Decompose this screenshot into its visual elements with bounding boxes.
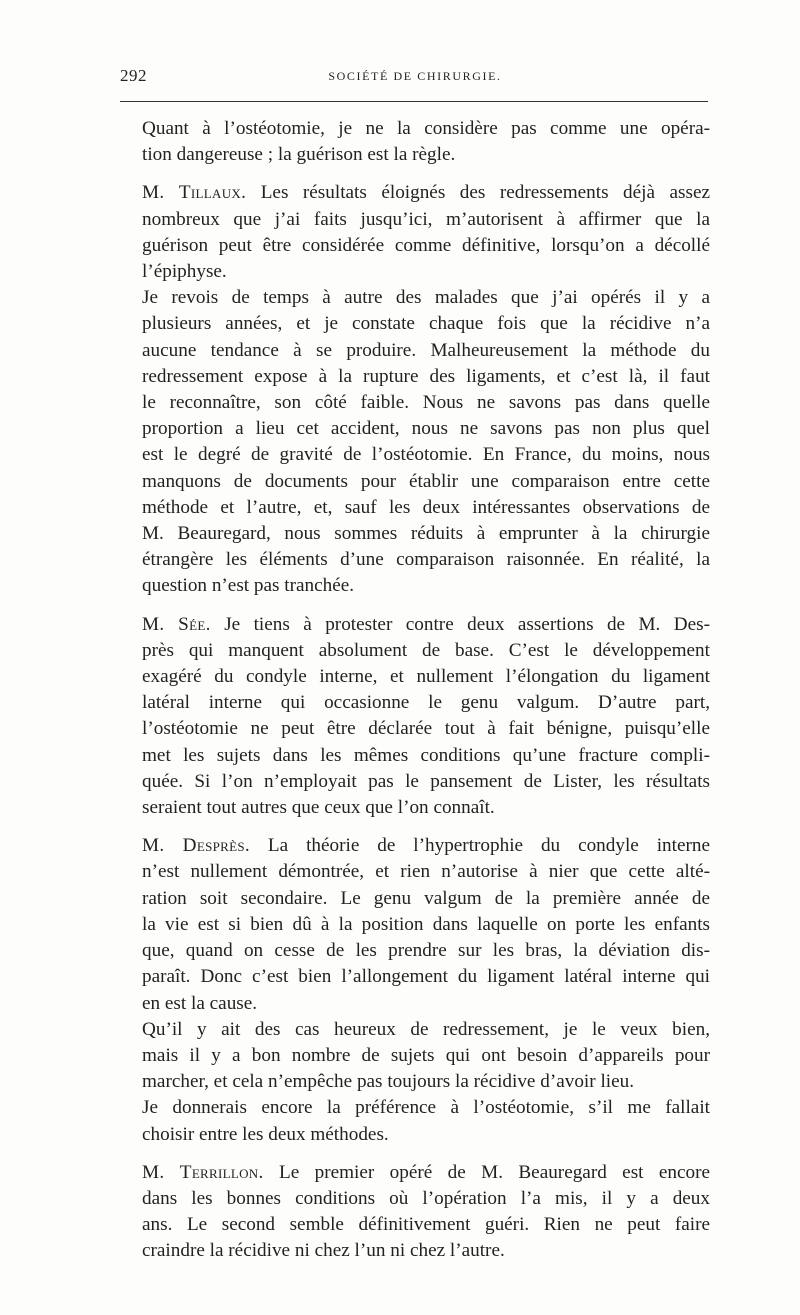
text-line: n’est nullement démontrée, et rien n’autorise à nier que cette alté- xyxy=(142,861,710,883)
speaker-name: M. Terrillon. xyxy=(142,1161,264,1183)
text-line xyxy=(120,180,710,206)
text-line-content: Le premier opéré de M. Beauregard est encore xyxy=(278,1161,711,1183)
text-line: latéral interne qui occasionne le genu valgum. D’autre part, xyxy=(142,692,710,714)
body-text xyxy=(120,116,710,1265)
text-line xyxy=(120,1160,710,1186)
text-line: proportion a lieu cet accident, nous ne savons pas non plus quel xyxy=(142,418,710,440)
paragraph xyxy=(120,1095,710,1147)
text-line: ration soit secondaire. Le genu valgum de la première année de xyxy=(142,887,710,909)
paragraph xyxy=(120,1017,710,1096)
speaker-name: M. Tillaux. xyxy=(142,182,247,204)
paragraph xyxy=(120,1160,710,1265)
speaker-name: M. Desprès. xyxy=(142,835,250,857)
text-line: aucune tendance à se produire. Malheureusement la méthode du xyxy=(142,339,710,361)
text-line: ans. Le second semble définitivement guéri. Rien ne peut faire xyxy=(142,1214,710,1236)
text-line: met les sujets dans les mêmes conditions qu’une fracture compli- xyxy=(142,744,710,766)
text-line: Qu’il y ait des cas heureux de redressement, je le veux bien, xyxy=(142,1018,710,1040)
page-number: 292 xyxy=(120,66,147,85)
text-line: le reconnaître, son côté faible. Nous ne savons pas dans quelle xyxy=(142,392,710,414)
text-line: en est la cause. xyxy=(142,992,258,1014)
text-line: craindre la récidive ni chez l’un ni chez l’autre. xyxy=(142,1240,505,1262)
header-rule xyxy=(120,101,708,102)
text-line: question n’est pas tranchée. xyxy=(142,575,355,597)
text-line-content: La théorie de l’hypertrophie du condyle interne xyxy=(267,835,710,857)
paragraph xyxy=(120,116,710,168)
text-line: marcher, et cela n’empêche pas toujours la récidive d’avoir lieu. xyxy=(142,1071,635,1093)
text-line xyxy=(120,833,710,859)
text-line: choisir entre les deux méthodes. xyxy=(142,1123,389,1145)
text-line: mais il y a bon nombre de sujets qui ont besoin d’appareils pour xyxy=(142,1044,710,1066)
text-line: quée. Si l’on n’employait pas le pansement de Lister, les résultats xyxy=(142,770,710,792)
text-line: exagéré du condyle interne, et nullement l’élongation du ligament xyxy=(142,666,710,688)
text-line: Je donnerais encore la préférence à l’ostéotomie, s’il me fallait xyxy=(142,1097,710,1119)
text-line: plusieurs années, et je constate chaque fois que la récidive n’a xyxy=(142,313,710,335)
text-line: manquons de documents pour établir une comparaison entre cette xyxy=(142,470,710,492)
speaker-name: M. Sée. xyxy=(142,613,211,635)
text-line: que, quand on cesse de les prendre sur les bras, la déviation dis- xyxy=(142,940,710,962)
text-line: dans les bonnes conditions où l’opération l’a mis, il y a deux xyxy=(142,1187,710,1209)
text-line: Je revois de temps à autre des malades que j’ai opérés il y a xyxy=(142,287,710,309)
paragraph xyxy=(120,612,710,822)
text-line: méthode et l’autre, et, sauf les deux intéressantes observations de xyxy=(142,496,710,518)
paragraph xyxy=(120,285,710,599)
text-line: paraît. Donc c’est bien l’allongement du ligament latéral interne qui xyxy=(142,966,710,988)
paragraph xyxy=(120,833,710,1016)
text-line: Quant à l’ostéotomie, je ne la considère pas comme une opéra- xyxy=(142,118,710,139)
text-line: nombreux que j’ai faits jusqu’ici, m’autorisent à affirmer que la xyxy=(142,208,710,230)
text-line: près qui manquent absolument de base. C’est le développement xyxy=(142,639,710,661)
text-line-content: Je tiens à protester contre deux assertions de M. Des- xyxy=(224,613,711,635)
paragraph xyxy=(120,180,710,285)
text-line: guérison peut être considérée comme définitive, lorsqu’on a décollé xyxy=(142,234,710,256)
text-line: redressement expose à la rupture des ligaments, et c’est là, il faut xyxy=(142,365,710,387)
text-line xyxy=(120,612,710,638)
text-line: étrangère les éléments d’une comparaison raisonnée. En réalité, la xyxy=(142,549,710,571)
text-line-content: Les résultats éloignés des redressements déjà assez xyxy=(260,182,710,204)
text-line: l’ostéotomie ne peut être déclarée tout à fait bénigne, puisqu’elle xyxy=(142,718,710,740)
running-title: SOCIÉTÉ DE CHIRURGIE. xyxy=(328,69,502,83)
text-line: est le degré de gravité de l’ostéotomie. En France, du moins, nous xyxy=(142,444,710,466)
text-line: tion dangereuse ; la guérison est la règle. xyxy=(142,144,456,166)
page-header xyxy=(120,66,710,88)
text-line: M. Beauregard, nous sommes réduits à emprunter à la chirurgie xyxy=(142,523,710,545)
text-line: la vie est si bien dû à la position dans laquelle on porte les enfants xyxy=(142,913,710,935)
text-line: seraient tout autres que ceux que l’on connaît. xyxy=(142,797,495,819)
text-line: l’épiphyse. xyxy=(142,261,227,283)
